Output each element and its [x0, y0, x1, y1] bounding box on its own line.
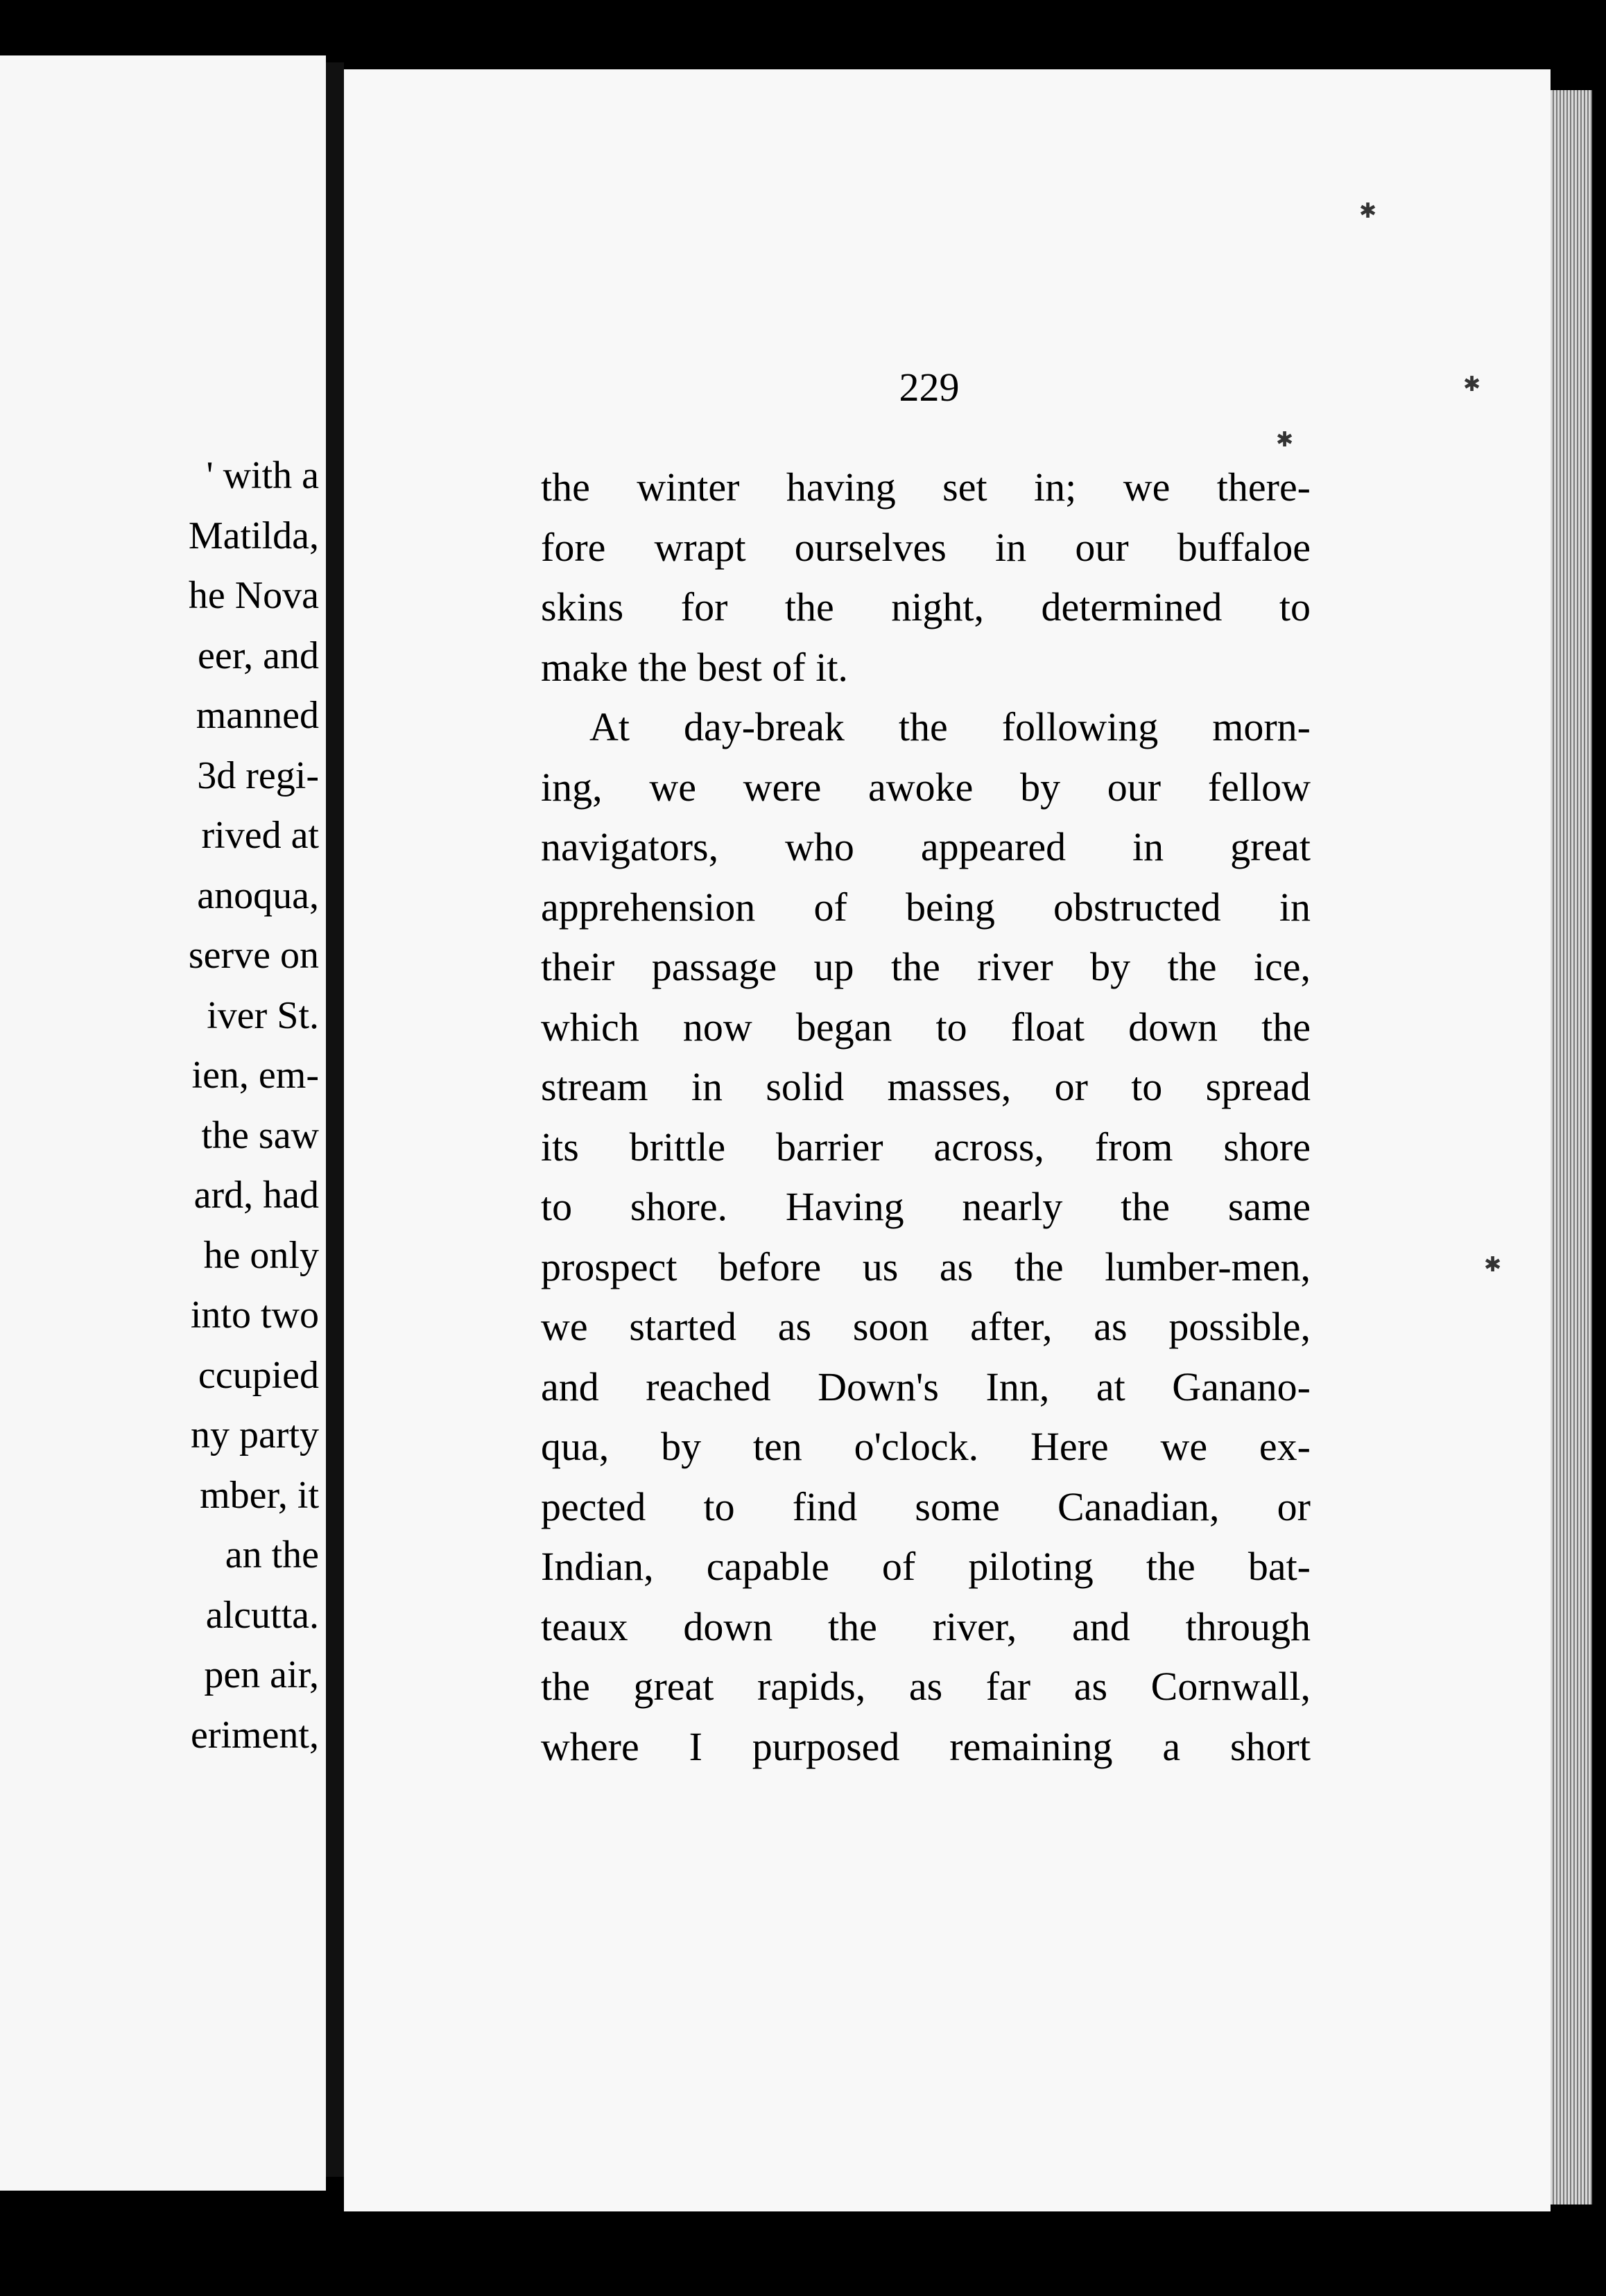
left-page-line: eriment, [190, 1713, 319, 1757]
text-line: navigators, who appeared in great [541, 824, 1311, 869]
left-page-line: ccupied [198, 1353, 319, 1397]
left-page-line: he only [203, 1233, 319, 1277]
left-page-line: 3d regi- [197, 754, 319, 797]
text-line: its brittle barrier across, from shore [541, 1124, 1311, 1169]
left-page-line: pen air, [204, 1653, 319, 1696]
text-line: pected to find some Canadian, or [541, 1484, 1311, 1529]
text-line: the winter having set in; we there- [541, 464, 1311, 510]
left-page-line: ny party [190, 1414, 319, 1456]
left-page-line: ien, em- [191, 1054, 319, 1097]
left-page-line: eer, and [198, 634, 319, 677]
left-page-line: the saw [201, 1113, 319, 1157]
text-line: apprehension of being obstructed in [541, 884, 1311, 930]
left-page-line: manned [196, 694, 319, 737]
text-line: qua, by ten o'clock. Here we ex- [541, 1424, 1311, 1469]
left-page-line: an the [225, 1533, 319, 1576]
ink-speck: ✱ [1463, 373, 1481, 396]
left-page-line: mber, it [200, 1473, 319, 1517]
left-page-line: Matilda, [188, 514, 319, 557]
page-number: 229 [899, 365, 960, 410]
left-page-line: rived at [201, 814, 319, 857]
left-page-fragment [0, 55, 326, 2191]
text-line: their passage up the river by the ice, [541, 944, 1311, 989]
text-line: which now began to float down the [541, 1004, 1311, 1050]
text-line: ing, we were awoke by our fellow [541, 764, 1311, 810]
text-line: the great rapids, as far as Cornwall, [541, 1664, 1311, 1709]
left-page-line: iver St. [207, 993, 319, 1037]
ink-speck: ✱ [1484, 1253, 1502, 1276]
text-line: stream in solid masses, or to spread [541, 1064, 1311, 1109]
text-line: At day-break the following morn- [589, 704, 1311, 749]
page-edges [1551, 90, 1592, 2204]
left-page-line: ' with a [206, 454, 319, 497]
text-line: we started as soon after, as possible, [541, 1304, 1311, 1349]
text-line: fore wrapt ourselves in our buffaloe [541, 524, 1311, 570]
left-page-line: serve on [188, 934, 319, 977]
page-body-text [541, 458, 1311, 1777]
text-line: make the best of it. [541, 644, 848, 690]
left-page-line: into two [190, 1294, 319, 1337]
text-line: prospect before us as the lumber-men, [541, 1244, 1311, 1289]
text-line: where I purposed remaining a short [541, 1723, 1311, 1769]
ink-speck: ✱ [1276, 428, 1294, 451]
text-line: and reached Down's Inn, at Ganano- [541, 1364, 1311, 1409]
text-line: teaux down the river, and through [541, 1603, 1311, 1649]
text-line: skins for the night, determined to [541, 584, 1311, 629]
text-line: Indian, capable of piloting the bat- [541, 1544, 1311, 1589]
book-gutter [326, 62, 344, 2177]
left-page-line: alcutta. [205, 1593, 319, 1637]
ink-speck: ✱ [1359, 200, 1377, 223]
left-page-line: ard, had [193, 1174, 319, 1217]
left-page-line: anoqua, [197, 873, 319, 917]
left-page-line: he Nova [188, 574, 319, 617]
text-line: to shore. Having nearly the same [541, 1184, 1311, 1229]
